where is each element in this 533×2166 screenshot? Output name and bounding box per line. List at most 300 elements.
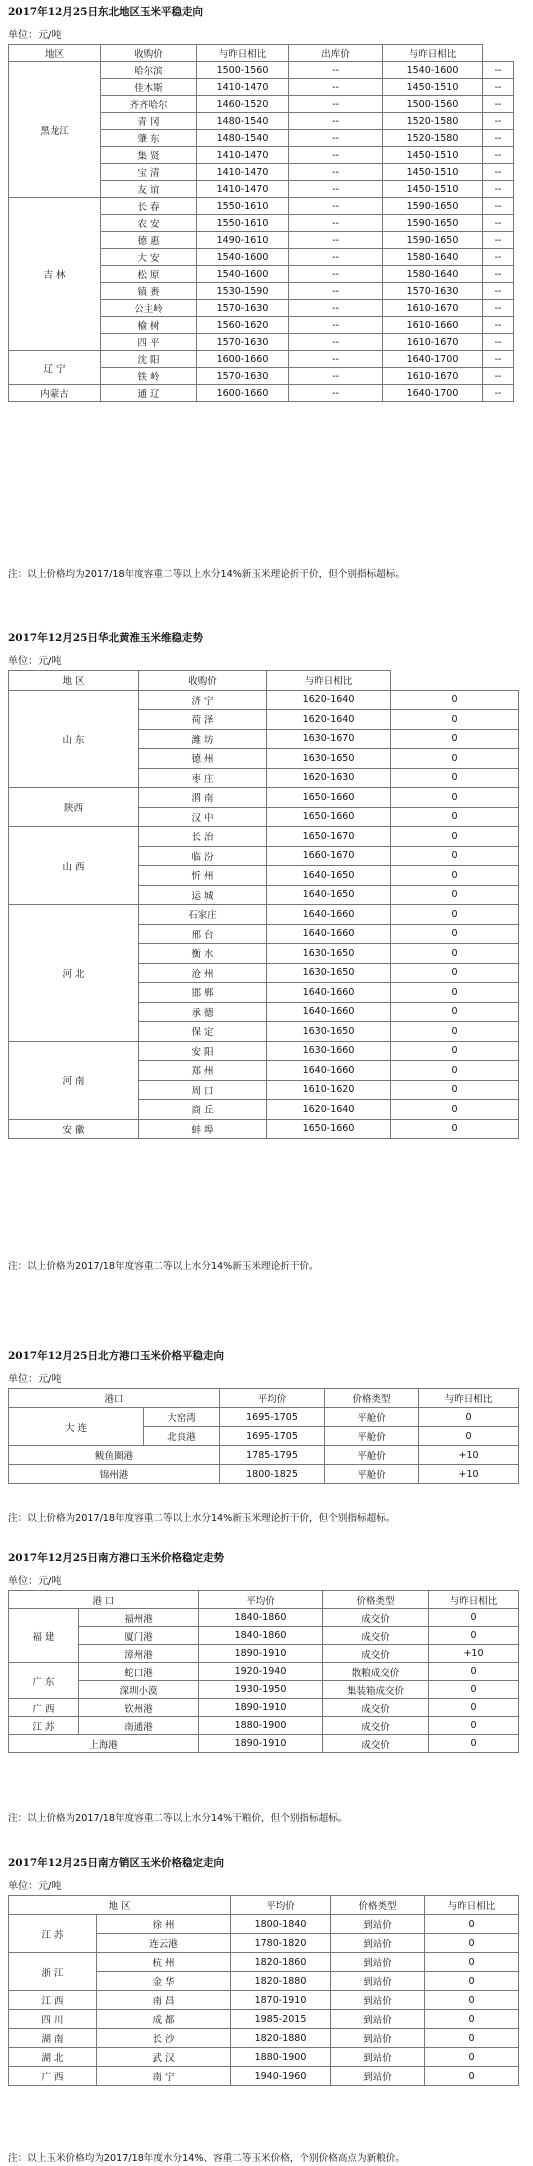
table-row [9, 690, 519, 710]
footnote: 注：以上价格为2017/18年度容重二等以上水分14%新玉米理论折干价。 [8, 1261, 319, 1272]
change-cell: -- [483, 249, 514, 266]
north-ports-price-table [8, 1388, 519, 1484]
change-cell: 0 [391, 1041, 519, 1061]
change-cell: 0 [419, 1427, 519, 1446]
change-cell: 0 [419, 1408, 519, 1427]
change-cell: -- [483, 334, 514, 351]
change-cell: 0 [391, 846, 519, 866]
change-cell: -- [483, 283, 514, 300]
region-cell: 江 西 [9, 1991, 97, 2010]
city-cell: 蚌 埠 [139, 1119, 267, 1139]
northeast-price-table [8, 44, 514, 402]
city-cell: 公主岭 [101, 300, 197, 317]
change-cell: -- [289, 317, 383, 334]
table-row [9, 1717, 519, 1735]
table-row [9, 351, 514, 368]
change-cell: -- [483, 79, 514, 96]
change-cell: 0 [391, 1119, 519, 1139]
purchase-price-cell: 1640-1650 [267, 866, 391, 886]
city-cell: 沧 州 [139, 963, 267, 983]
city-cell: 忻 州 [139, 866, 267, 886]
change-cell: -- [483, 215, 514, 232]
purchase-price-cell: 1410-1470 [197, 164, 289, 181]
change-cell: 0 [425, 1972, 519, 1991]
city-cell: 邯 郸 [139, 983, 267, 1003]
region-cell: 江 苏 [9, 1915, 97, 1953]
region-cell: 上海港 [9, 1735, 199, 1753]
purchase-price-cell: 1620-1630 [267, 768, 391, 788]
port-cell: 深圳小漠 [79, 1681, 199, 1699]
outbound-price-cell: 1610-1670 [383, 334, 483, 351]
change-cell: -- [289, 232, 383, 249]
change-cell: -- [289, 130, 383, 147]
region-cell: 安 徽 [9, 1119, 139, 1139]
purchase-price-cell: 1460-1520 [197, 96, 289, 113]
city-cell: 商 丘 [139, 1100, 267, 1120]
outbound-price-cell: 1450-1510 [383, 79, 483, 96]
unit-label: 单位：元/吨 [8, 1881, 62, 1892]
purchase-price-cell: 1410-1470 [197, 79, 289, 96]
outbound-price-cell: 1590-1650 [383, 215, 483, 232]
price-type-cell: 成交价 [323, 1627, 429, 1645]
change-cell: 0 [391, 885, 519, 905]
purchase-price-cell: 1650-1660 [267, 1119, 391, 1139]
change-cell: -- [289, 266, 383, 283]
header-row [9, 671, 519, 691]
price-type-cell: 到站价 [331, 2010, 425, 2029]
south-sales-price-table [8, 1895, 519, 2086]
city-cell: 青 冈 [101, 113, 197, 130]
change-cell: 0 [425, 2010, 519, 2029]
table-row [9, 1408, 519, 1427]
port-cell: 钦州港 [79, 1699, 199, 1717]
price-cell: 1695-1705 [220, 1427, 325, 1446]
city-cell: 德 州 [139, 749, 267, 769]
region-cell: 黑龙江 [9, 62, 101, 198]
purchase-price-cell: 1640-1660 [267, 924, 391, 944]
region-cell: 山 西 [9, 827, 139, 905]
price-cell: 1890-1910 [199, 1699, 323, 1717]
price-cell: 1920-1940 [199, 1663, 323, 1681]
change-cell: 0 [391, 768, 519, 788]
price-cell: 1840-1860 [199, 1609, 323, 1627]
port-cell: 锦州港 [9, 1465, 220, 1484]
footnote: 注：以上价格为2017/18年度容重二等以上水分14%干粮价，但个别指标超标。 [8, 1813, 348, 1824]
outbound-price-cell: 1590-1650 [383, 198, 483, 215]
change-cell: +10 [429, 1645, 519, 1663]
purchase-price-cell: 1640-1660 [267, 983, 391, 1003]
purchase-price-cell: 1630-1670 [267, 729, 391, 749]
price-cell: 1930-1950 [199, 1681, 323, 1699]
purchase-price-cell: 1600-1660 [197, 351, 289, 368]
change-cell: -- [289, 368, 383, 385]
change-cell: 0 [391, 1002, 519, 1022]
change-cell: -- [483, 164, 514, 181]
change-cell: 0 [391, 690, 519, 710]
region-cell: 广 东 [9, 1663, 79, 1699]
column-header: 与昨日相比 [267, 671, 391, 691]
price-type-cell: 到站价 [331, 1991, 425, 2010]
city-cell: 齐齐哈尔 [101, 96, 197, 113]
change-cell: 0 [391, 924, 519, 944]
change-cell: -- [289, 283, 383, 300]
purchase-price-cell: 1640-1650 [267, 885, 391, 905]
change-cell: 0 [391, 729, 519, 749]
outbound-price-cell: 1570-1630 [383, 283, 483, 300]
city-cell: 通 辽 [101, 385, 197, 402]
purchase-price-cell: 1480-1540 [197, 113, 289, 130]
purchase-price-cell: 1600-1660 [197, 385, 289, 402]
table-row [9, 1991, 519, 2010]
change-cell: 0 [425, 2067, 519, 2086]
unit-label: 单位：元/吨 [8, 1374, 62, 1385]
price-cell: 1820-1880 [231, 1972, 331, 1991]
table-row [9, 1645, 519, 1663]
table-row [9, 2048, 519, 2067]
change-cell: 0 [425, 1915, 519, 1934]
change-cell: 0 [391, 944, 519, 964]
change-cell: -- [483, 62, 514, 79]
change-cell: -- [289, 351, 383, 368]
outbound-price-cell: 1450-1510 [383, 164, 483, 181]
table-row [9, 2067, 519, 2086]
table-row [9, 1735, 519, 1753]
change-cell: -- [483, 385, 514, 402]
change-cell: 0 [425, 1991, 519, 2010]
change-cell: 0 [429, 1699, 519, 1717]
purchase-price-cell: 1540-1600 [197, 249, 289, 266]
outbound-price-cell: 1450-1510 [383, 147, 483, 164]
region-cell: 辽 宁 [9, 351, 101, 385]
city-cell: 长 春 [101, 198, 197, 215]
unit-label: 单位：元/吨 [8, 656, 62, 667]
column-header: 价格类型 [325, 1389, 419, 1408]
city-cell: 郑 州 [139, 1061, 267, 1081]
price-type-cell: 到站价 [331, 2048, 425, 2067]
header-row [9, 1591, 519, 1609]
price-cell: 1890-1910 [199, 1645, 323, 1663]
table-row [9, 1465, 519, 1484]
region-cell: 江 苏 [9, 1717, 79, 1735]
table-row [9, 788, 519, 808]
region-cell: 福 建 [9, 1609, 79, 1663]
change-cell: 0 [391, 788, 519, 808]
city-cell: 肇 东 [101, 130, 197, 147]
region-cell: 河 南 [9, 1041, 139, 1119]
section-title: 2017年12月25日南方港口玉米价格稳定走势 [8, 1552, 224, 1564]
purchase-price-cell: 1480-1540 [197, 130, 289, 147]
purchase-price-cell: 1650-1670 [267, 827, 391, 847]
price-type-cell: 到站价 [331, 1953, 425, 1972]
change-cell: -- [289, 62, 383, 79]
region-cell: 河 北 [9, 905, 139, 1042]
table-row [9, 827, 519, 847]
header-row [9, 1896, 519, 1915]
city-cell: 南 昌 [97, 1991, 231, 2010]
city-cell: 四 平 [101, 334, 197, 351]
port-cell: 南通港 [79, 1717, 199, 1735]
table-row [9, 385, 514, 402]
purchase-price-cell: 1650-1660 [267, 788, 391, 808]
price-type-cell: 到站价 [331, 1915, 425, 1934]
price-type-cell: 到站价 [331, 1934, 425, 1953]
change-cell: 0 [429, 1627, 519, 1645]
south-ports-price-table [8, 1590, 519, 1753]
purchase-price-cell: 1630-1650 [267, 749, 391, 769]
city-cell: 成 都 [97, 2010, 231, 2029]
purchase-price-cell: 1620-1640 [267, 1100, 391, 1120]
column-header: 价格类型 [323, 1591, 429, 1609]
change-cell: -- [289, 113, 383, 130]
column-header: 平均价 [199, 1591, 323, 1609]
north-china-price-table [8, 670, 519, 1139]
outbound-price-cell: 1520-1580 [383, 113, 483, 130]
outbound-price-cell: 1590-1650 [383, 232, 483, 249]
table-row [9, 62, 514, 79]
change-cell: -- [289, 181, 383, 198]
port-cell: 大窑湾 [144, 1408, 220, 1427]
city-cell: 长 沙 [97, 2029, 231, 2048]
change-cell: 0 [391, 807, 519, 827]
city-cell: 德 惠 [101, 232, 197, 249]
purchase-price-cell: 1570-1630 [197, 300, 289, 317]
city-cell: 连云港 [97, 1934, 231, 1953]
outbound-price-cell: 1540-1600 [383, 62, 483, 79]
city-cell: 杭 州 [97, 1953, 231, 1972]
change-cell: 0 [391, 1100, 519, 1120]
change-cell: -- [289, 385, 383, 402]
price-type-cell: 成交价 [323, 1645, 429, 1663]
price-cell: 1820-1880 [231, 2029, 331, 2048]
change-cell: 0 [391, 983, 519, 1003]
price-type-cell: 到站价 [331, 2067, 425, 2086]
city-cell: 南 宁 [97, 2067, 231, 2086]
section-title: 2017年12月25日南方销区玉米价格稳定走向 [8, 1857, 224, 1869]
column-header: 收购价 [101, 45, 197, 62]
outbound-price-cell: 1500-1560 [383, 96, 483, 113]
table-row [9, 1681, 519, 1699]
city-cell: 安 阳 [139, 1041, 267, 1061]
outbound-price-cell: 1580-1640 [383, 249, 483, 266]
change-cell: -- [483, 198, 514, 215]
city-cell: 衡 水 [139, 944, 267, 964]
change-cell: -- [483, 368, 514, 385]
change-cell: -- [289, 96, 383, 113]
purchase-price-cell: 1550-1610 [197, 215, 289, 232]
table-row [9, 1041, 519, 1061]
purchase-price-cell: 1630-1660 [267, 1041, 391, 1061]
price-type-cell: 集装箱成交价 [323, 1681, 429, 1699]
price-cell: 1940-1960 [231, 2067, 331, 2086]
change-cell: -- [483, 232, 514, 249]
footnote: 注：以上价格均为2017/18年度容重二等以上水分14%新玉米理论折干价，但个别指标超标。 [8, 569, 405, 580]
port-cell: 鲅鱼圈港 [9, 1446, 220, 1465]
column-header: 港 口 [9, 1591, 199, 1609]
purchase-price-cell: 1640-1660 [267, 1002, 391, 1022]
price-cell: 1985-2015 [231, 2010, 331, 2029]
purchase-price-cell: 1490-1610 [197, 232, 289, 249]
change-cell: 0 [391, 1061, 519, 1081]
change-cell: 0 [391, 1080, 519, 1100]
header-row [9, 1389, 519, 1408]
city-cell: 徐 州 [97, 1915, 231, 1934]
city-cell: 松 原 [101, 266, 197, 283]
footnote: 注：以上价格为2017/18年度容重二等以上水分14%新玉米理论折干价，但个别指标超标。 [8, 1513, 396, 1524]
table-row [9, 2010, 519, 2029]
city-cell: 镇 赉 [101, 283, 197, 300]
change-cell: -- [483, 147, 514, 164]
price-type-cell: 成交价 [323, 1609, 429, 1627]
change-cell: 0 [429, 1681, 519, 1699]
region-cell: 内蒙古 [9, 385, 101, 402]
change-cell: 0 [429, 1609, 519, 1627]
purchase-price-cell: 1660-1670 [267, 846, 391, 866]
column-header: 港口 [9, 1389, 220, 1408]
purchase-price-cell: 1650-1660 [267, 807, 391, 827]
city-cell: 承 德 [139, 1002, 267, 1022]
change-cell: +10 [419, 1465, 519, 1484]
price-cell: 1820-1860 [231, 1953, 331, 1972]
table-row [9, 1119, 519, 1139]
column-header: 收购价 [139, 671, 267, 691]
change-cell: -- [289, 215, 383, 232]
price-cell: 1800-1840 [231, 1915, 331, 1934]
footnote: 注：以上玉米价格均为2017/18年度水分14%、容重二等玉米价格，个别价格高点为新粮价。 [8, 2153, 405, 2164]
header-row [9, 45, 514, 62]
column-header: 地区 [9, 45, 101, 62]
city-cell: 哈尔滨 [101, 62, 197, 79]
city-cell: 渭 南 [139, 788, 267, 808]
change-cell: -- [483, 96, 514, 113]
column-header: 与昨日相比 [419, 1389, 519, 1408]
price-cell: 1870-1910 [231, 1991, 331, 2010]
region-cell: 山 东 [9, 690, 139, 788]
change-cell: -- [483, 300, 514, 317]
column-header: 地 区 [9, 1896, 231, 1915]
region-cell: 四 川 [9, 2010, 97, 2029]
table-row [9, 1953, 519, 1972]
change-cell: -- [289, 147, 383, 164]
region-cell: 吉 林 [9, 198, 101, 351]
change-cell: 0 [391, 963, 519, 983]
port-cell: 福州港 [79, 1609, 199, 1627]
outbound-price-cell: 1610-1670 [383, 368, 483, 385]
city-cell: 农 安 [101, 215, 197, 232]
port-cell: 漳州港 [79, 1645, 199, 1663]
price-type-cell: 平舱价 [325, 1446, 419, 1465]
column-header: 地 区 [9, 671, 139, 691]
purchase-price-cell: 1410-1470 [197, 147, 289, 164]
outbound-price-cell: 1610-1660 [383, 317, 483, 334]
price-type-cell: 到站价 [331, 2029, 425, 2048]
column-header: 与昨日相比 [197, 45, 289, 62]
city-cell: 潍 坊 [139, 729, 267, 749]
price-cell: 1880-1900 [231, 2048, 331, 2067]
change-cell: -- [483, 317, 514, 334]
unit-label: 单位：元/吨 [8, 1576, 62, 1587]
price-cell: 1890-1910 [199, 1735, 323, 1753]
price-type-cell: 成交价 [323, 1735, 429, 1753]
region-cell: 湖 南 [9, 2029, 97, 2048]
change-cell: 0 [391, 749, 519, 769]
table-row [9, 2029, 519, 2048]
price-type-cell: 平舱价 [325, 1465, 419, 1484]
region-cell: 湖 北 [9, 2048, 97, 2067]
city-cell: 沈 阳 [101, 351, 197, 368]
port-cell: 北良港 [144, 1427, 220, 1446]
purchase-price-cell: 1570-1630 [197, 368, 289, 385]
outbound-price-cell: 1640-1700 [383, 385, 483, 402]
port-cell: 厦门港 [79, 1627, 199, 1645]
outbound-price-cell: 1520-1580 [383, 130, 483, 147]
city-cell: 邢 台 [139, 924, 267, 944]
city-cell: 保 定 [139, 1022, 267, 1042]
section-title: 2017年12月25日北方港口玉米价格平稳走向 [8, 1350, 224, 1362]
city-cell: 临 汾 [139, 846, 267, 866]
change-cell: 0 [425, 2048, 519, 2067]
city-cell: 榆 树 [101, 317, 197, 334]
city-cell: 集 贤 [101, 147, 197, 164]
city-cell: 佳木斯 [101, 79, 197, 96]
city-cell: 宝 清 [101, 164, 197, 181]
price-type-cell: 成交价 [323, 1717, 429, 1735]
price-cell: 1840-1860 [199, 1627, 323, 1645]
change-cell: -- [483, 266, 514, 283]
outbound-price-cell: 1450-1510 [383, 181, 483, 198]
purchase-price-cell: 1560-1620 [197, 317, 289, 334]
change-cell: +10 [419, 1446, 519, 1465]
price-type-cell: 平舱价 [325, 1408, 419, 1427]
change-cell: 0 [429, 1663, 519, 1681]
price-type-cell: 成交价 [323, 1699, 429, 1717]
change-cell: -- [483, 181, 514, 198]
purchase-price-cell: 1630-1650 [267, 963, 391, 983]
region-cell: 陕西 [9, 788, 139, 827]
change-cell: 0 [391, 1022, 519, 1042]
purchase-price-cell: 1570-1630 [197, 334, 289, 351]
unit-label: 单位：元/吨 [8, 30, 62, 41]
column-header: 平均价 [220, 1389, 325, 1408]
change-cell: -- [289, 198, 383, 215]
change-cell: -- [289, 164, 383, 181]
change-cell: -- [289, 249, 383, 266]
table-row [9, 1446, 519, 1465]
purchase-price-cell: 1620-1640 [267, 710, 391, 730]
city-cell: 枣 庄 [139, 768, 267, 788]
city-cell: 周 口 [139, 1080, 267, 1100]
price-cell: 1800-1825 [220, 1465, 325, 1484]
change-cell: 0 [391, 905, 519, 925]
change-cell: -- [289, 334, 383, 351]
city-cell: 友 谊 [101, 181, 197, 198]
outbound-price-cell: 1640-1700 [383, 351, 483, 368]
city-cell: 汉 中 [139, 807, 267, 827]
city-cell: 铁 岭 [101, 368, 197, 385]
change-cell: 0 [391, 827, 519, 847]
table-row [9, 1609, 519, 1627]
city-cell: 济 宁 [139, 690, 267, 710]
purchase-price-cell: 1630-1650 [267, 1022, 391, 1042]
city-cell: 石家庄 [139, 905, 267, 925]
table-row [9, 1663, 519, 1681]
purchase-price-cell: 1410-1470 [197, 181, 289, 198]
city-cell: 大 安 [101, 249, 197, 266]
region-cell: 浙 江 [9, 1953, 97, 1991]
outbound-price-cell: 1580-1640 [383, 266, 483, 283]
city-cell: 金 华 [97, 1972, 231, 1991]
change-cell: -- [483, 113, 514, 130]
column-header: 与昨日相比 [425, 1896, 519, 1915]
